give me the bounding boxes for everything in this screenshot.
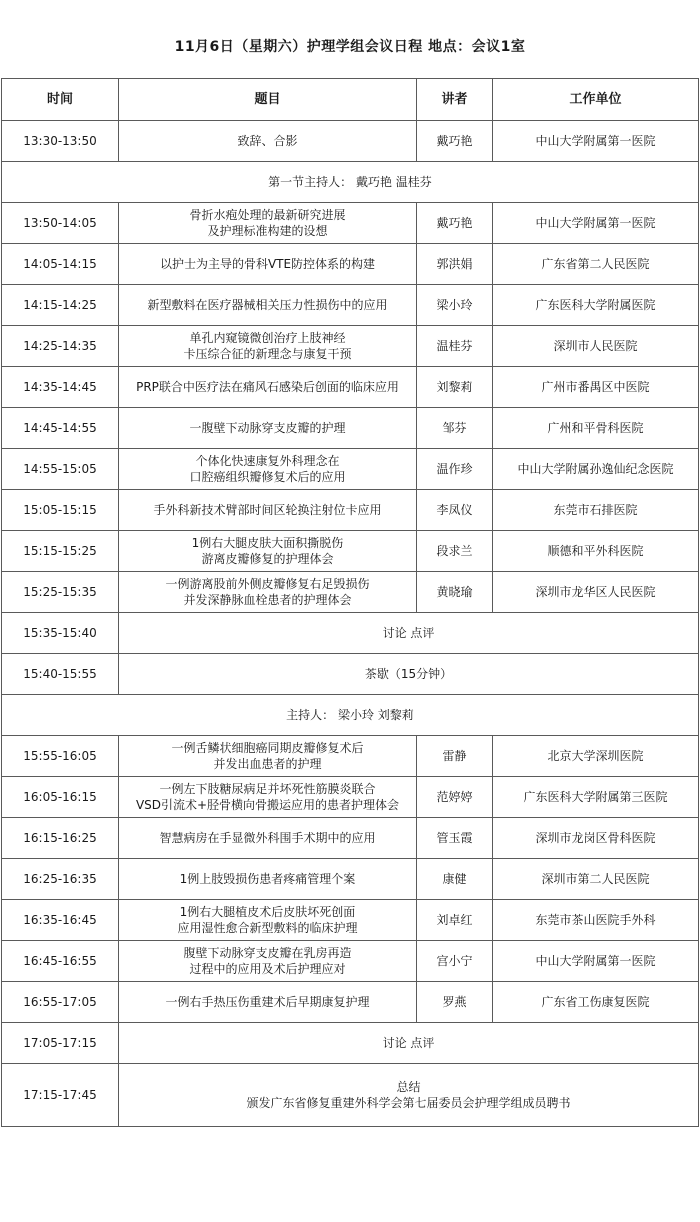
topic-line: 个体化快速康复外科理念在 [195,454,340,468]
topic-line: 手外科新技术臂部时间区轮换注射位卡应用 [153,503,382,517]
time-cell: 16:15-16:25 [2,818,119,859]
time-cell: 15:40-15:55 [2,654,119,695]
unit-cell: 广州市番禺区中医院 [493,367,699,408]
table-row [2,941,699,982]
table-row [2,736,699,777]
speaker-cell: 温作珍 [417,449,493,490]
topic-line: 1例右大腿植皮术后皮肤坏死创面 [179,905,356,919]
section-host-cell: 主持人： 梁小玲 刘黎莉 [2,695,699,736]
merged-cell [119,654,699,695]
time-cell: 15:05-15:15 [2,490,119,531]
speaker-cell: 梁小玲 [417,285,493,326]
topic-line: PRP联合中医疗法在痛风石感染后创面的临床应用 [136,380,399,394]
topic-line: 致辞、合影 [237,134,298,148]
unit-cell: 东莞市茶山医院手外科 [493,900,699,941]
topic-cell [119,408,417,449]
speaker-cell: 李凤仪 [417,490,493,531]
unit-cell: 中山大学附属孙逸仙纪念医院 [493,449,699,490]
table-row [2,203,699,244]
topic-cell [119,859,417,900]
time-cell: 16:05-16:15 [2,777,119,818]
speaker-cell: 刘卓红 [417,900,493,941]
topic-line: 一例舌鳞状细胞癌同期皮瓣修复术后 [171,741,364,755]
topic-line: 一腹壁下动脉穿支皮瓣的护理 [189,421,346,435]
topic-line: 一例右手热压伤重建术后早期康复护理 [165,995,370,1009]
table-row [2,859,699,900]
speaker-cell: 康健 [417,859,493,900]
unit-cell: 深圳市人民医院 [493,326,699,367]
topic-line: 单孔内窥镜微创治疗上肢神经 [189,331,346,345]
speaker-cell: 温桂芬 [417,326,493,367]
topic-line: 过程中的应用及术后护理应对 [189,962,346,976]
table-row [2,572,699,613]
topic-cell [119,900,417,941]
table-row [2,326,699,367]
table-row [2,613,699,654]
time-cell: 15:15-15:25 [2,531,119,572]
header-speaker: 讲者 [417,79,493,121]
time-cell: 14:25-14:35 [2,326,119,367]
table-row [2,121,699,162]
topic-line: 游离皮瓣修复的护理体会 [201,552,334,566]
unit-cell: 广州和平骨科医院 [493,408,699,449]
unit-cell: 中山大学附属第一医院 [493,121,699,162]
table-row [2,367,699,408]
merged-cell [119,1023,699,1064]
table-row [2,818,699,859]
time-cell: 16:55-17:05 [2,982,119,1023]
topic-cell [119,121,417,162]
time-cell: 14:05-14:15 [2,244,119,285]
topic-line: 并发出血患者的护理 [213,757,322,771]
header-unit: 工作单位 [493,79,699,121]
unit-cell: 中山大学附属第一医院 [493,941,699,982]
topic-cell [119,244,417,285]
merged-line: 总结 [396,1080,421,1094]
header-time: 时间 [2,79,119,121]
topic-line: 骨折水疱处理的最新研究进展 [189,208,346,222]
time-cell: 17:05-17:15 [2,1023,119,1064]
unit-cell: 深圳市龙岗区骨科医院 [493,818,699,859]
merged-line: 茶歇（15分钟） [364,667,453,681]
speaker-cell: 段求兰 [417,531,493,572]
topic-cell [119,326,417,367]
time-cell: 14:55-15:05 [2,449,119,490]
time-cell: 15:35-15:40 [2,613,119,654]
speaker-cell: 郭洪娟 [417,244,493,285]
section-row [2,695,699,736]
table-row [2,449,699,490]
merged-line: 颁发广东省修复重建外科学会第七届委员会护理学组成员聘书 [246,1096,571,1110]
time-cell: 13:30-13:50 [2,121,119,162]
topic-cell [119,285,417,326]
unit-cell: 东莞市石排医院 [493,490,699,531]
time-cell: 17:15-17:45 [2,1064,119,1127]
section-host-cell: 第一节主持人： 戴巧艳 温桂芬 [2,162,699,203]
topic-line: 应用湿性愈合新型敷料的临床护理 [177,921,358,935]
topic-cell [119,777,417,818]
speaker-cell: 黄晓瑜 [417,572,493,613]
table-row [2,900,699,941]
topic-line: 1例右大腿皮肤大面积撕脱伤 [191,536,344,550]
topic-line: VSD引流术+胫骨横向骨搬运应用的患者护理体会 [135,798,400,812]
topic-line: 一例左下肢糖尿病足并坏死性筋膜炎联合 [159,782,376,796]
unit-cell: 广东省工伤康复医院 [493,982,699,1023]
speaker-cell: 邹芬 [417,408,493,449]
merged-line: 讨论 点评 [382,626,435,640]
speaker-cell: 戴巧艳 [417,203,493,244]
table-row [2,1023,699,1064]
unit-cell: 广东医科大学附属医院 [493,285,699,326]
unit-cell: 中山大学附属第一医院 [493,203,699,244]
time-cell: 14:15-14:25 [2,285,119,326]
time-cell: 16:45-16:55 [2,941,119,982]
speaker-cell: 宫小宁 [417,941,493,982]
speaker-cell: 范婷婷 [417,777,493,818]
speaker-cell: 管玉霞 [417,818,493,859]
time-cell: 13:50-14:05 [2,203,119,244]
speaker-cell: 雷静 [417,736,493,777]
topic-line: 口腔癌组织瓣修复术后的应用 [189,470,346,484]
merged-cell [119,1064,699,1127]
table-row [2,285,699,326]
topic-cell [119,572,417,613]
topic-line: 1例上肢毁损伤患者疼痛管理个案 [179,872,356,886]
section-row [2,162,699,203]
topic-cell [119,736,417,777]
topic-cell [119,203,417,244]
topic-line: 及护理标准构建的设想 [207,224,328,238]
unit-cell: 顺德和平外科医院 [493,531,699,572]
speaker-cell: 戴巧艳 [417,121,493,162]
merged-cell [119,613,699,654]
table-row [2,244,699,285]
topic-line: 新型敷料在医疗器械相关压力性损伤中的应用 [147,298,388,312]
topic-cell [119,531,417,572]
topic-line: 以护士为主导的骨科VTE防控体系的构建 [159,257,376,271]
speaker-cell: 罗燕 [417,982,493,1023]
topic-line: 智慧病房在手显微外科围手术期中的应用 [159,831,376,845]
table-row [2,490,699,531]
unit-cell: 深圳市第二人民医院 [493,859,699,900]
time-cell: 15:55-16:05 [2,736,119,777]
topic-cell [119,490,417,531]
unit-cell: 深圳市龙华区人民医院 [493,572,699,613]
schedule-body [2,121,699,1127]
time-cell: 16:35-16:45 [2,900,119,941]
time-cell: 15:25-15:35 [2,572,119,613]
topic-cell [119,982,417,1023]
topic-line: 腹壁下动脉穿支皮瓣在乳房再造 [183,946,352,960]
table-row [2,777,699,818]
header-topic: 题目 [119,79,417,121]
topic-line: 一例游离股前外侧皮瓣修复右足毁损伤 [165,577,370,591]
time-cell: 14:35-14:45 [2,367,119,408]
unit-cell: 广东省第二人民医院 [493,244,699,285]
table-row [2,982,699,1023]
topic-line: 卡压综合征的新理念与康复干预 [183,347,352,361]
merged-line: 讨论 点评 [382,1036,435,1050]
topic-cell [119,367,417,408]
table-row [2,531,699,572]
time-cell: 16:25-16:35 [2,859,119,900]
topic-cell [119,449,417,490]
topic-cell [119,941,417,982]
schedule-table [1,78,699,1127]
time-cell: 14:45-14:55 [2,408,119,449]
topic-cell [119,818,417,859]
unit-cell: 北京大学深圳医院 [493,736,699,777]
speaker-cell: 刘黎莉 [417,367,493,408]
unit-cell: 广东医科大学附属第三医院 [493,777,699,818]
topic-line: 并发深静脉血栓患者的护理体会 [183,593,352,607]
table-row [2,1064,699,1127]
table-row [2,654,699,695]
page-title: 11月6日（星期六）护理学组会议日程 地点：会议1室 [174,39,526,55]
table-row [2,408,699,449]
